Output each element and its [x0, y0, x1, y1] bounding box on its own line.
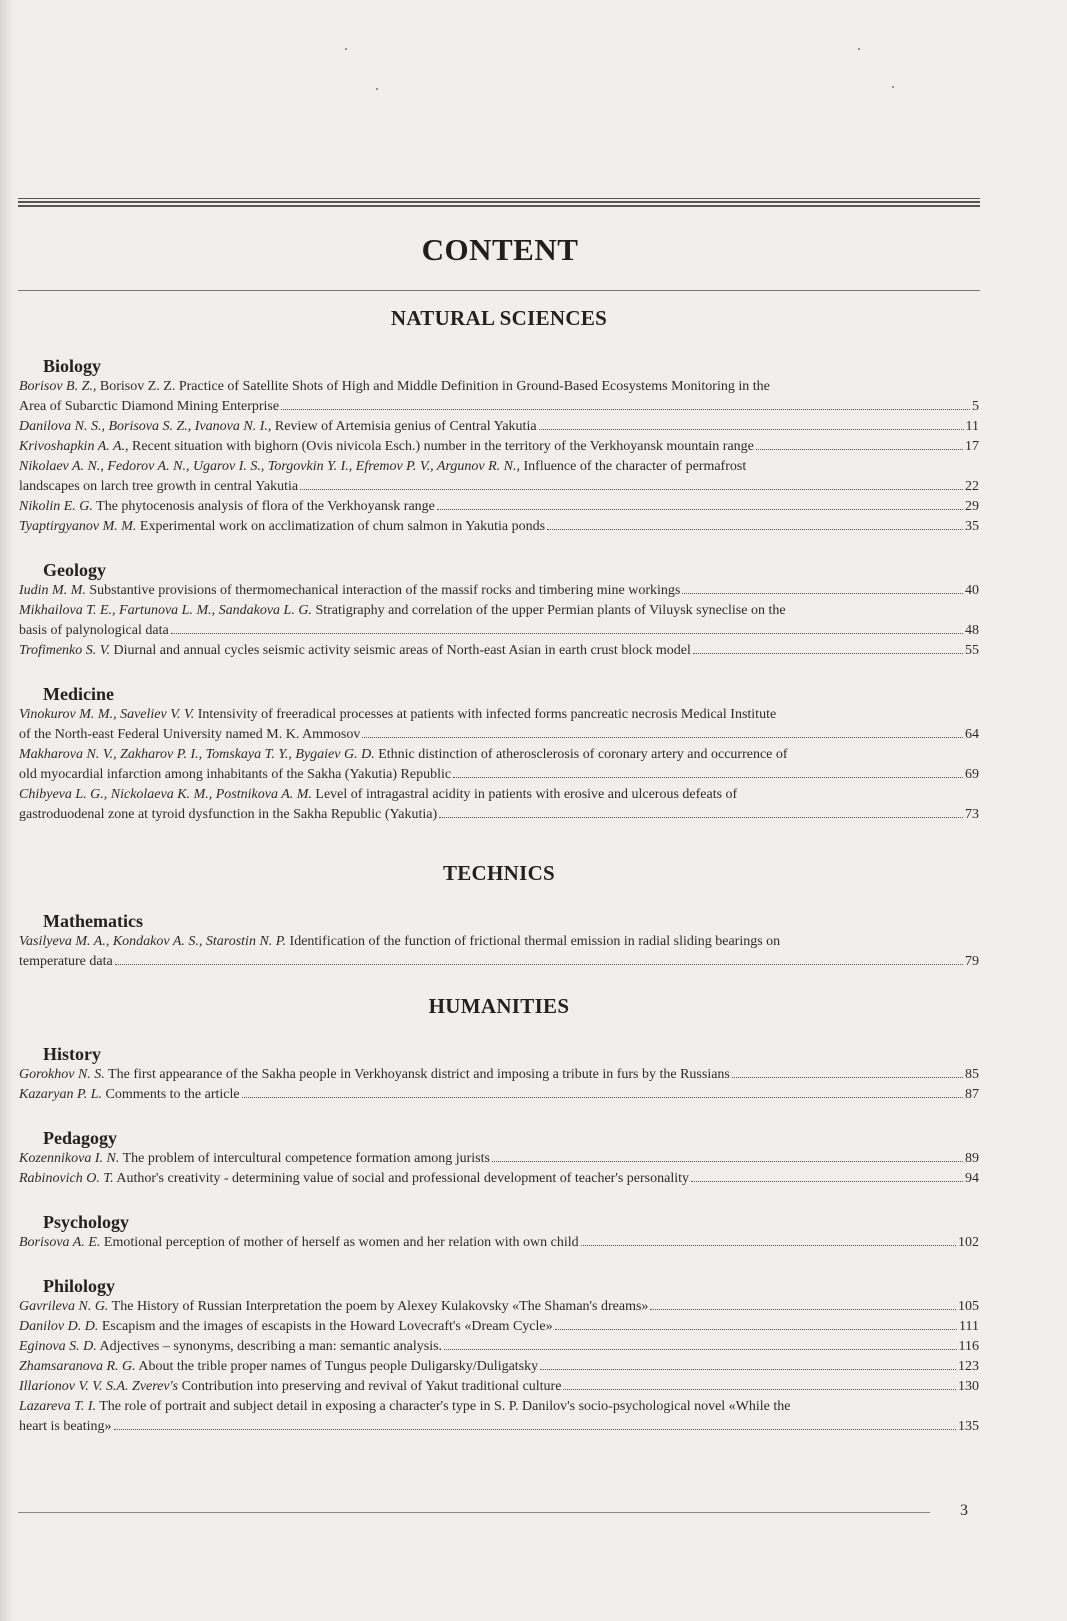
entry-title: Ethnic distinction of atherosclerosis of coronary artery and occurrence of	[374, 747, 788, 762]
dot-leader	[444, 1349, 956, 1350]
entry-page-number: 130	[958, 1379, 979, 1394]
entry-page-number: 11	[965, 419, 979, 434]
toc-entry[interactable]	[19, 457, 979, 497]
entry-authors: Eginova S. D.	[19, 1339, 97, 1354]
dot-leader	[439, 817, 963, 818]
subject-heading: Biology	[43, 356, 102, 376]
subject-group	[19, 1043, 979, 1105]
toc-entry[interactable]	[19, 1337, 979, 1357]
entry-authors: Rabinovich O. T.	[19, 1171, 114, 1186]
dot-leader	[171, 633, 963, 634]
entry-page-number: 35	[965, 519, 979, 534]
section-heading: TECHNICS	[442, 861, 556, 885]
entry-page-number: 123	[958, 1359, 979, 1374]
entry-title: The first appearance of the Sakha people in Verkhoyansk district and imposing a tribute in furs by the Russians	[104, 1067, 730, 1082]
entry-page-number: 79	[965, 954, 979, 969]
entry-authors: Chibyeva L. G., Nickolaeva K. M., Postnikova A. M.	[19, 787, 312, 802]
entry-title: Recent situation with bighorn (Ovis nivicola Esch.) number in the territory of the Verkhoyansk mountain range	[128, 439, 754, 454]
subject-heading: Psychology	[43, 1212, 130, 1232]
entry-authors: Nikolaev A. N., Fedorov A. N., Ugarov I. S., Torgovkin Y. I., Efremov P. V., Argunov R. N.,	[19, 459, 520, 474]
toc-entry[interactable]	[19, 517, 979, 537]
entry-authors: Kozennikova I. N.	[19, 1151, 120, 1166]
dot-leader	[540, 1369, 956, 1370]
entry-title: The role of portrait and subject detail in exposing a character's type in S. P. Danilov's socio-psychological novel «While the	[96, 1399, 791, 1414]
toc-entry[interactable]	[19, 1169, 979, 1189]
dot-leader	[563, 1389, 956, 1390]
dot-leader	[114, 1429, 956, 1430]
entry-title: Review of Artemisia genius of Central Yakutia	[271, 419, 537, 434]
toc-entry[interactable]	[19, 1397, 979, 1437]
toc-entry[interactable]	[19, 497, 979, 517]
entry-title: Substantive provisions of thermomechanical interaction of the massif rocks and timbering mine workings	[85, 583, 681, 598]
dot-leader	[437, 509, 963, 510]
entry-page-number: 85	[965, 1067, 979, 1082]
entry-title: Author's creativity - determining value of social and professional development of teacher's personality	[113, 1171, 689, 1186]
entry-page-number: 73	[965, 807, 979, 822]
entry-title-continued: basis of palynological data	[19, 623, 169, 638]
entry-title-continued: landscapes on larch tree growth in central Yakutia	[19, 479, 299, 494]
entry-page-number: 87	[965, 1087, 979, 1102]
toc-entry[interactable]	[19, 1297, 979, 1317]
entry-title-continued: heart is beating»	[19, 1419, 112, 1434]
entry-authors: Trofimenko S. V.	[19, 643, 111, 658]
subject-heading: Pedagogy	[43, 1128, 117, 1148]
entry-authors: Kazaryan P. L.	[19, 1087, 102, 1102]
toc-entry[interactable]	[19, 1233, 979, 1253]
table-of-contents	[19, 306, 979, 1437]
subject-group	[19, 559, 979, 661]
page-title: CONTENT	[421, 232, 579, 267]
entry-title: The phytocenosis analysis of flora of the Verkhoyansk range	[92, 499, 435, 514]
section-heading: HUMANITIES	[428, 994, 570, 1018]
entry-authors: Vasilyeva M. A., Kondakov A. S., Starostin N. P.	[19, 934, 287, 949]
subject-heading: Geology	[43, 560, 106, 580]
toc-entry[interactable]	[19, 1357, 979, 1377]
dot-leader	[492, 1161, 963, 1162]
entry-authors: Danilov D. D.	[19, 1319, 99, 1334]
subject-heading: History	[43, 1044, 101, 1064]
entry-authors: Vinokurov M. M., Saveliev V. V.	[19, 707, 195, 722]
subject-group	[19, 1127, 979, 1189]
entry-title: Borisov Z. Z. Practice of Satellite Shots of High and Middle Definition in Ground-Based Ecosystems Monitoring in the	[96, 379, 770, 394]
entry-authors: Mikhailova T. E., Fartunova L. M., Sandakova L. G.	[19, 603, 312, 618]
entry-page-number: 55	[965, 643, 979, 658]
entry-page-number: 48	[965, 623, 979, 638]
entry-title: Adjectives – synonyms, describing a man: semantic analysis.	[96, 1339, 443, 1354]
dot-leader	[300, 489, 963, 490]
entry-page-number: 135	[958, 1419, 979, 1434]
entry-page-number: 94	[965, 1171, 979, 1186]
dot-leader	[547, 529, 963, 530]
entry-title: The History of Russian Interpretation the poem by Alexey Kulakovsky «The Shaman's dreams»	[108, 1299, 649, 1314]
entry-title: About the trible proper names of Tungus people Duligarsky/Duligatsky	[135, 1359, 539, 1374]
toc-entry[interactable]	[19, 705, 979, 745]
entry-authors: Gavrileva N. G.	[19, 1299, 109, 1314]
toc-entry[interactable]	[19, 417, 979, 437]
toc-entry[interactable]	[19, 1377, 979, 1397]
entry-page-number: 64	[965, 727, 979, 742]
entry-title-continued: old myocardial infarction among inhabitants of the Sakha (Yakutia) Republic	[19, 767, 452, 782]
entry-title: Level of intragastral acidity in patients with erosive and ulcerous defeats of	[311, 787, 738, 802]
toc-entry[interactable]	[19, 641, 979, 661]
subject-group	[19, 1275, 979, 1437]
entry-title-continued: gastroduodenal zone at tyroid dysfunction in the Sakha Republic (Yakutia)	[19, 807, 438, 822]
dot-leader	[555, 1329, 957, 1330]
entry-title: Emotional perception of mother of herself as women and her relation with own child	[100, 1235, 579, 1250]
entry-title: Diurnal and annual cycles seismic activity seismic areas of North-east Asian in earth crust block model	[110, 643, 691, 658]
entry-page-number: 105	[958, 1299, 979, 1314]
dot-leader	[691, 1181, 963, 1182]
entry-authors: Danilova N. S., Borisova S. Z., Ivanova N. I.,	[19, 419, 272, 434]
page-number: 3	[960, 1502, 968, 1519]
toc-entry[interactable]	[19, 1065, 979, 1085]
section-technics	[19, 861, 979, 972]
entry-title-continued: of the North-east Federal University named M. K. Ammosov	[19, 727, 361, 742]
entry-page-number: 22	[965, 479, 979, 494]
entry-page-number: 5	[972, 399, 979, 414]
dot-leader	[362, 737, 963, 738]
scan-speck	[892, 86, 894, 88]
entry-title-continued: temperature data	[19, 954, 113, 969]
entry-authors: Zhamsaranova R. G.	[19, 1359, 136, 1374]
toc-entry[interactable]	[19, 601, 979, 641]
entry-page-number: 89	[965, 1151, 979, 1166]
toc-entry[interactable]	[19, 1317, 979, 1337]
entry-page-number: 17	[965, 439, 979, 454]
entry-title: The problem of intercultural competence formation among jurists	[119, 1151, 490, 1166]
entry-authors: Illarionov V. V. S.A. Zverev's	[19, 1379, 179, 1394]
dot-leader	[693, 653, 963, 654]
toc-entry[interactable]	[19, 785, 979, 825]
scan-speck	[376, 88, 378, 90]
entry-title: Escapism and the images of escapists in the Howard Lovecraft's «Dream Cycle»	[98, 1319, 553, 1334]
dot-leader	[242, 1097, 963, 1098]
entry-authors: Krivoshapkin A. A.,	[19, 439, 129, 454]
entry-title: Comments to the article	[101, 1087, 240, 1102]
dot-leader	[453, 777, 963, 778]
toc-entry[interactable]	[19, 377, 979, 417]
dot-leader	[732, 1077, 963, 1078]
footer-rule	[18, 1512, 930, 1513]
dot-leader	[581, 1245, 956, 1246]
entry-authors: Makharova N. V., Zakharov P. I., Tomskaya T. Y., Bygaiev G. D.	[19, 747, 375, 762]
header-rules	[18, 198, 980, 209]
entry-title: Intensivity of freeradical processes at patients with infected forms pancreatic necrosis Medical Institute	[194, 707, 777, 722]
toc-entry[interactable]	[19, 581, 979, 601]
subject-group	[19, 683, 979, 825]
entry-page-number: 29	[965, 499, 979, 514]
entry-authors: Iudin M. M.	[19, 583, 86, 598]
entry-page-number: 40	[965, 583, 979, 598]
toc-entry[interactable]	[19, 437, 979, 457]
entry-title: Contribution into preserving and revival of Yakut traditional culture	[178, 1379, 562, 1394]
entry-title: Identification of the function of frictional thermal emission in radial sliding bearings on	[286, 934, 781, 949]
section-heading: NATURAL SCIENCES	[390, 306, 608, 330]
subject-heading: Philology	[43, 1276, 116, 1296]
entry-authors: Gorokhov N. S.	[19, 1067, 105, 1082]
entry-authors: Nikolin E. G.	[19, 499, 93, 514]
toc-entry[interactable]	[19, 1085, 979, 1105]
dot-leader	[650, 1309, 956, 1310]
title-divider	[18, 290, 980, 291]
subject-group	[19, 355, 979, 537]
entry-authors: Tyaptirgyanov M. M.	[19, 519, 137, 534]
dot-leader	[756, 449, 963, 450]
scan-speck	[345, 48, 347, 50]
dot-leader	[281, 409, 970, 410]
dot-leader	[115, 964, 963, 965]
subject-heading: Mathematics	[43, 911, 143, 931]
entry-title: Experimental work on acclimatization of chum salmon in Yakutia ponds	[136, 519, 546, 534]
dot-leader	[682, 593, 963, 594]
entry-page-number: 116	[958, 1339, 979, 1354]
subject-heading: Medicine	[43, 684, 114, 704]
toc-entry[interactable]	[19, 745, 979, 785]
entry-title: Stratigraphy and correlation of the upper Permian plants of Viluysk syneclise on the	[311, 603, 786, 618]
entry-authors: Borisov B. Z.,	[19, 379, 97, 394]
section-humanities	[19, 994, 979, 1437]
entry-page-number: 111	[959, 1319, 979, 1334]
dot-leader	[539, 429, 964, 430]
toc-entry[interactable]	[19, 1149, 979, 1169]
subject-group	[19, 1211, 979, 1253]
entry-title-continued: Area of Subarctic Diamond Mining Enterprise	[19, 399, 280, 414]
toc-entry[interactable]	[19, 932, 979, 972]
subject-group	[19, 910, 979, 972]
scan-speck	[858, 48, 860, 50]
entry-title: Influence of the character of permafrost	[520, 459, 747, 474]
section-natural	[19, 306, 979, 825]
entry-page-number: 69	[965, 767, 979, 782]
entry-authors: Lazareva T. I.	[19, 1399, 96, 1414]
entry-page-number: 102	[958, 1235, 979, 1250]
entry-authors: Borisova A. E.	[19, 1235, 101, 1250]
